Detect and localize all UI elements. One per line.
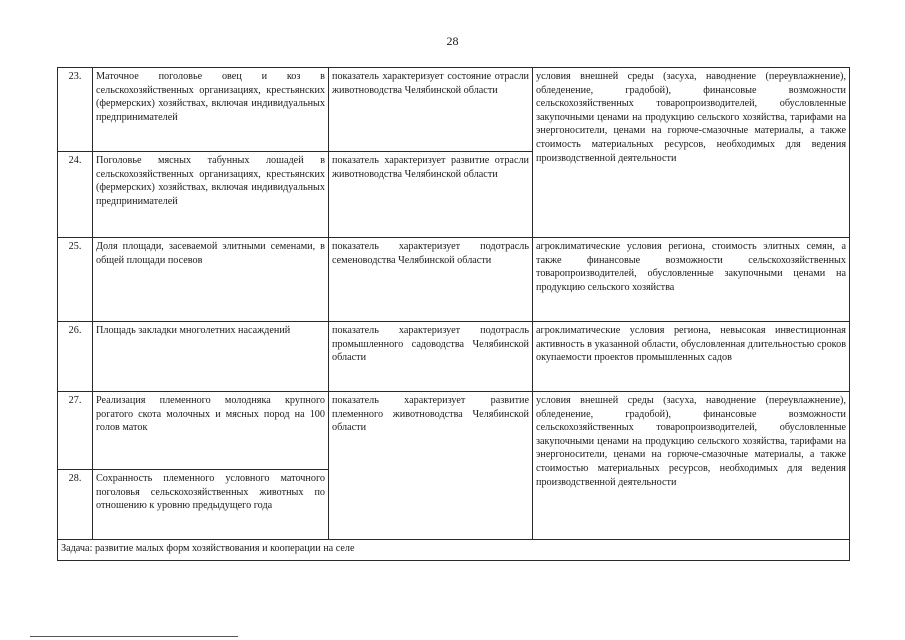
indicator-name: Сохранность племенного условного маточного поголовья сельскохозяйственных животных по отношению к уровню предыдущего года <box>93 470 329 540</box>
table-row <box>58 322 850 392</box>
row-number: 26. <box>58 322 93 392</box>
indicator-description: показатель характеризует развитие отрасли животноводства Челябинской области <box>329 152 533 238</box>
indicator-description: показатель характеризует развитие племенного животноводства Челябинской области <box>329 392 533 540</box>
row-number: 28. <box>58 470 93 540</box>
footer-divider <box>30 636 238 637</box>
indicator-name: Поголовье мясных табунных лошадей в сельскохозяйственных организациях, крестьянских (фермерских) хозяйствах, включая индивидуальных предпринимателей <box>93 152 329 238</box>
table-row <box>58 392 850 470</box>
indicator-name: Площадь закладки многолетних насаждений <box>93 322 329 392</box>
row-number: 24. <box>58 152 93 238</box>
indicators-table <box>57 67 850 561</box>
indicator-description: показатель характеризует подотрасль семеноводства Челябинской области <box>329 238 533 322</box>
page-number: 28 <box>446 34 459 48</box>
table-row <box>58 68 850 152</box>
task-row <box>58 540 850 561</box>
indicator-description: показатель характеризует подотрасль промышленного садоводства Челябинской области <box>329 322 533 392</box>
indicator-name: Доля площади, засеваемой элитными семенами, в общей площади посевов <box>93 238 329 322</box>
task-heading: Задача: развитие малых форм хозяйствования и кооперации на селе <box>58 540 850 561</box>
row-number: 23. <box>58 68 93 152</box>
row-number: 25. <box>58 238 93 322</box>
row-number: 27. <box>58 392 93 470</box>
influencing-factors: агроклиматические условия региона, стоимость элитных семян, а также финансовые возможности сельскохозяйственных товаропроизводителей, обусловленные закупочными ценами на продукцию сельского хозяйства <box>533 238 850 322</box>
indicator-description: показатель характеризует состояние отрасли животноводства Челябинской области <box>329 68 533 152</box>
table-row <box>58 238 850 322</box>
indicator-name: Маточное поголовье овец и коз в сельскохозяйственных организациях, крестьянских (фермерских) хозяйствах, включая индивидуальных предпринимателей <box>93 68 329 152</box>
influencing-factors: агроклиматические условия региона, невысокая инвестиционная активность в указанной области, обусловленная длительностью сроков окупаемости проектов промышленных садов <box>533 322 850 392</box>
influencing-factors: условия внешней среды (засуха, наводнение (переувлажнение), обледенение, градобой), финансовые возможности сельскохозяйственных товаропроизводителей, обусловленные закупочными ценами на продукцию сельского хозяйства, тарифами на энергоносители, ценами на горюче-смазочные материалы, а также стоимость материальных ресурсов, необходимых для ведения производственной деятельности <box>533 68 850 238</box>
indicator-name: Реализация племенного молодняка крупного рогатого скота молочных и мясных пород на 100 голов маток <box>93 392 329 470</box>
influencing-factors: условия внешней среды (засуха, наводнение (переувлажнение), обледенение, градобой), финансовые возможности сельскохозяйственных товаропроизводителей, обусловленные закупочными ценами на продукцию сельского хозяйства, тарифами на энергоносители, ценами на горюче-смазочные материалы, а также стоимостью материальных ресурсов, необходимых для ведения производственной деятельности <box>533 392 850 540</box>
